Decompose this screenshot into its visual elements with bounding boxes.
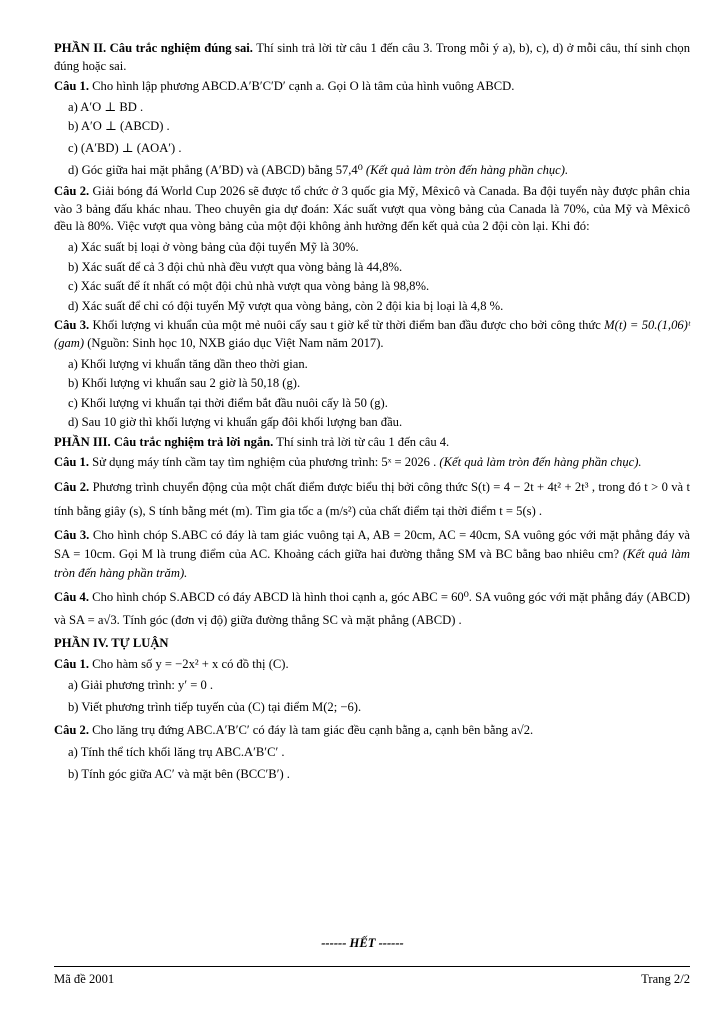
question-text: Giải bóng đá World Cup 2026 sẽ được tổ chức ở 3 quốc gia Mỹ, Mêxicô và Canada. Ba đội tuyển này được phân chia vào 3 bảng đấu khác nhau. Theo chuyên gia dự đoán: Xác suất vượt qua vòng bảng của Canada là 70%, của Mỹ và Mêxicô đều là 80%. Việc vượt qua vòng bảng của một đội không ảnh hưởng đến kết quả của 2 đội còn lại. Khi đó:: [54, 184, 690, 234]
part2-title: PHẦN II. Câu trắc nghiệm đúng sai.: [54, 41, 253, 55]
option-d: [68, 162, 690, 180]
option-d: d) Sau 10 giờ thì khối lượng vi khuẩn gấp đôi khối lượng ban đầu.: [68, 415, 403, 430]
option-b: b) A′O ⊥ (ABCD) .: [68, 119, 170, 134]
part4-title: PHẦN IV. TỰ LUẬN: [54, 636, 169, 651]
part2-header: [54, 40, 690, 75]
option-b: b) Viết phương trình tiếp tuyến của (C) tại điểm M(2; −6).: [68, 699, 362, 714]
question-text: Cho hình lập phương ABCD.A′B′C′D′ cạnh a. Gọi O là tâm của hình vuông ABCD.: [89, 79, 515, 94]
formula: M(t) = 50.(1,06)ᵗ (gam): [54, 318, 690, 350]
question-text: Khối lượng vi khuẩn của một mẻ nuôi cấy sau t giờ kể từ thời điểm ban đầu được cho bởi công thức: [89, 318, 601, 333]
question-label: Câu 4.: [54, 590, 90, 605]
source-note: (Nguồn: Sinh học 10, NXB giáo dục Việt Nam năm 2017).: [84, 335, 384, 350]
end-mark: ------ HẾT ------: [321, 936, 404, 950]
option-d: d) Xác suất để chỉ có đội tuyển Mỹ vượt qua vòng bảng, còn 2 đội kia bị loại là 4,8 %.: [68, 298, 504, 313]
part2-question-3: [54, 317, 690, 352]
part2-question-2: [54, 183, 690, 236]
question-text: Cho lăng trụ đứng ABC.A′B′C′ có đáy là tam giác đều cạnh bằng a, cạnh bên bằng a√2.: [89, 723, 534, 738]
part3-question-3: [54, 526, 690, 583]
option-b: b) Khối lượng vi khuẩn sau 2 giờ là 50,18 (g).: [68, 376, 301, 391]
option-a: a) Khối lượng vi khuẩn tăng dần theo thời gian.: [68, 356, 308, 371]
option-b: b) Xác suất để cả 3 đội chủ nhà đều vượt qua vòng bảng là 44,8%.: [68, 259, 403, 274]
option-a: a) Xác suất bị loại ở vòng bảng của đội tuyển Mỹ là 30%.: [68, 239, 359, 254]
part2-question-1: [54, 78, 690, 96]
option-a: a) A′O ⊥ BD .: [68, 99, 144, 114]
question-label: Câu 2.: [54, 723, 89, 738]
question-label: Câu 2.: [54, 480, 90, 495]
question-text: Phương trình chuyển động của một chất điểm được biểu thị bởi công thức S(t) = 4 − 2t + 4t² + 2t³ , trong đó t > 0 và t tính bằng giây (s), S tính bằng mét (m). Tìm gia tốc a (m/s²) của chất điểm tại thời điểm t = 5(s) .: [54, 480, 690, 519]
option-c: c) Xác suất để ít nhất có một đội chủ nhà vượt qua vòng bảng là 98,8%.: [68, 279, 430, 294]
option-c: c) (A′BD) ⊥ (AOA′) .: [68, 140, 182, 155]
question-label: Câu 2.: [54, 184, 90, 199]
footer-divider: [54, 966, 690, 967]
part4-question-1: [54, 656, 690, 674]
option-b: b) Tính góc giữa AC′ và mặt bên (BCC′B′) .: [68, 766, 290, 781]
question-text: Cho hàm số y = −2x² + x có đồ thị (C).: [89, 656, 289, 671]
part2-intro: Thí sinh trả lời từ câu 1 đến câu 3. Trong mỗi ý a), b), c), d) ở mỗi câu, thí sinh chọn đúng hoặc sai.: [54, 41, 690, 73]
question-label: Câu 1.: [54, 656, 89, 671]
part3-intro: Thí sinh trả lời từ câu 1 đến câu 4.: [273, 434, 450, 449]
exam-code: Mã đề 2001: [54, 972, 115, 986]
option-a: a) Giải phương trình: y′ = 0 .: [68, 678, 214, 693]
part3-question-4: [54, 586, 690, 632]
page-footer: [54, 972, 690, 987]
part3-question-2: [54, 475, 690, 523]
question-note: (Kết quả làm tròn đến hàng phần chục).: [436, 455, 642, 470]
exam-page: [54, 40, 690, 787]
question-label: Câu 3.: [54, 318, 90, 333]
question-text: Cho hình chóp S.ABCD có đáy ABCD là hình thoi cạnh a, góc ABC = 60⁰. SA vuông góc với mặt phẳng đáy (ABCD) và SA = a√3. Tính góc (đơn vị độ) giữa đường thẳng SC và mặt phẳng (ABCD) .: [54, 590, 690, 628]
part3-header: [54, 434, 690, 452]
option-d-note: (Kết quả làm tròn đến hàng phần chục).: [362, 162, 569, 177]
question-text: Sử dụng máy tính cầm tay tìm nghiệm của phương trình: 5ˣ = 2026 .: [89, 455, 437, 470]
option-c: c) Khối lượng vi khuẩn tại thời điểm bắt đầu nuôi cấy là 50 (g).: [68, 395, 388, 410]
option-d-text: d) Góc giữa hai mặt phẳng (A′BD) và (ABCD) bằng 57,4⁰: [68, 162, 363, 177]
part4-header: [54, 635, 690, 653]
page-number: Trang 2/2: [641, 972, 690, 986]
part4-question-2: [54, 722, 690, 740]
question-label: Câu 1.: [54, 455, 89, 470]
option-a: a) Tính thể tích khối lăng trụ ABC.A′B′C′ .: [68, 745, 285, 760]
question-label: Câu 1.: [54, 79, 89, 94]
part3-question-1: [54, 454, 690, 472]
question-note: (Kết quả làm tròn đến hàng phần trăm).: [54, 547, 690, 581]
part3-title: PHẦN III. Câu trắc nghiệm trả lời ngắn.: [54, 434, 274, 449]
question-label: Câu 3.: [54, 528, 90, 543]
question-text: Cho hình chóp S.ABC có đáy là tam giác vuông tại A, AB = 20cm, AC = 40cm, SA vuông góc với mặt phẳng đáy và SA = 10cm. Gọi M là trung điểm của AC. Khoảng cách giữa hai đường thẳng SM và BC bằng bao nhiêu cm?: [54, 528, 690, 562]
